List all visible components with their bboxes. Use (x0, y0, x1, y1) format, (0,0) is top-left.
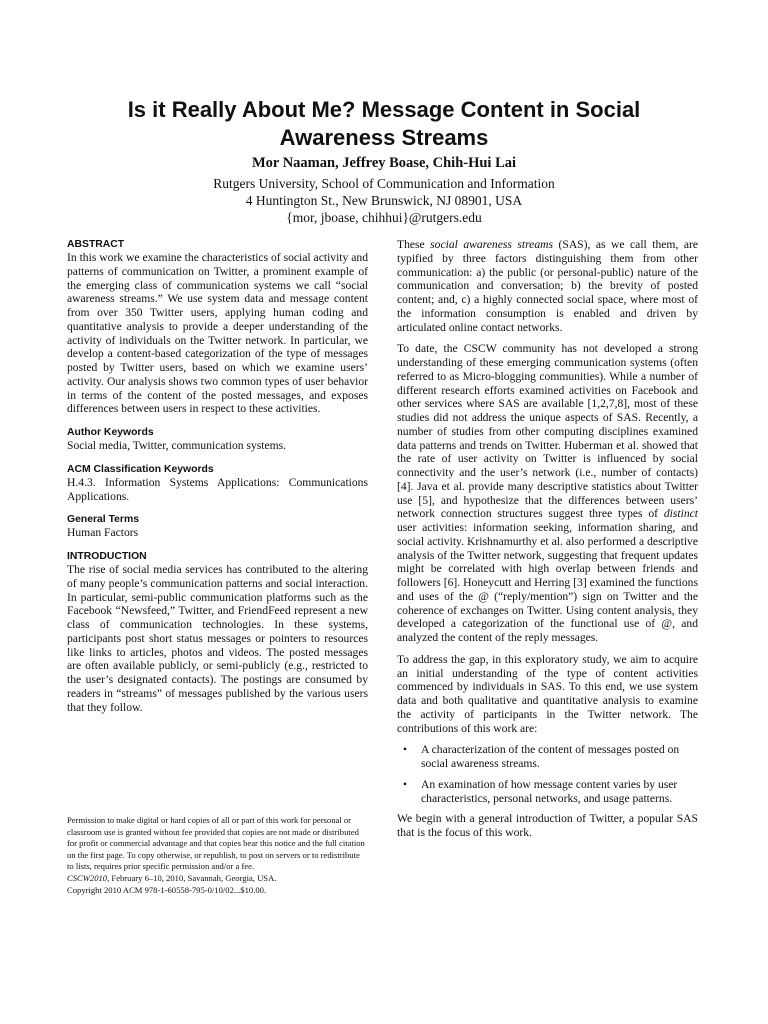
acm-keywords-heading: ACM Classification Keywords (67, 463, 214, 475)
abstract-text: In this work we examine the characteristics of social activity and patterns of communication on Twitter, a prominent example of the emerging class of communication systems we call “social awareness streams.” We use system data and message content from over 350 Twitter users, applying human coding and quantitative analysis to provide a deeper understanding of the activity of individuals on the Twitter network. In particular, we develop a content-based categorization of the type of messages posted by Twitter users, based on which we examine users’ activity. Our analysis shows two common types of user behavior in terms of the content of the posted messages, and exposes differences between users in respect to these activities. (67, 251, 368, 416)
title-line-2: Awareness Streams (279, 125, 489, 150)
bullet-icon: • (403, 777, 408, 791)
sas-paragraph (397, 238, 698, 334)
sas-paragraph-start: These (397, 238, 431, 251)
contribution-text: A characterization of the content of messages posted on social awareness streams. (421, 743, 680, 770)
general-terms-heading: General Terms (67, 514, 139, 526)
address: 4 Huntington St., New Brunswick, NJ 08901, USA (245, 193, 523, 208)
conference-info (67, 873, 368, 885)
paper-title (60, 96, 708, 152)
authors: Mor Naaman, Jeffrey Boase, Chih-Hui Lai (251, 155, 517, 171)
contribution-text: An examination of how message content varies by user characteristics, personal networks, and usage patterns. (421, 777, 678, 805)
acm-keywords-text: H.4.3. Information Systems Applications: Communications Applications. (67, 475, 368, 503)
general-terms-text: Human Factors (67, 526, 139, 540)
related-work-start: To date, the CSCW community has not developed a strong understanding of these emerging communication systems (often referred to as Micro-blogging communities). While a number of different research efforts examined activities on Facebook and other services where SAS are available [1,2,7,8], most of these studies did not address the unique aspects of SAS. Recently, a number of studies from other computing disciplines examined data patterns and trends on Twitter. Huberman et al. showed that the rate of user activity on Twitter is influenced by social connectivity and the user’s network (i.e., number of contacts) [4]. Java et al. provide many descriptive statistics about Twitter use [5], and hypothesize that the differences between users’ network connection structures suggest three types of (397, 342, 698, 521)
distinct-term: distinct (663, 507, 698, 521)
related-work-rest: user activities: information seeking, information sharing, and social activity. Krishnamurthy et al. also performed a descriptive analysis of the Twitter network, suggesting that frequent updates might be correlated with high overlap between friends and followers [6]. Honeycutt and Herring [3] examined the functions and uses of the @ (“reply/mention”) sign on Twitter and the coherence of exchanges on Twitter. Using content analysis, they developed a categorization of the functional use of @, and analyzed the content of the reply messages. (397, 521, 698, 644)
copyright-line: Copyright 2010 ACM 978-1-60558-795-0/10/02...$10.00. (67, 884, 267, 895)
right-column (397, 238, 698, 840)
sas-paragraph-rest: (SAS), as we call them, are typified by three factors distinguishing them from other communication: a) the public (or personal-public) nature of the communication and conversation; b) the brevity of posted content; and, c) a highly connected social space, where most of the information consumption is enabled and driven by articulated online contact networks. (397, 238, 698, 334)
conference-name: CSCW2010, (67, 872, 110, 883)
list-item (397, 743, 698, 771)
permission-text: Permission to make digital or hard copies of all or part of this work for personal or classroom use is granted without fee provided that copies are not made or distributed for profit or commercial advantage and that copies bear this notice and the full citation on the first page. To copy otherwise, or republish, to post on servers or to redistribute to lists, requires prior specific permission and/or a fee. (67, 815, 365, 872)
sas-term: social awareness streams (430, 238, 554, 251)
permission-notice (67, 815, 368, 896)
abstract-heading: ABSTRACT (67, 239, 125, 250)
author-keywords-text: Social media, Twitter, communication systems. (67, 439, 287, 452)
general-terms-section (67, 513, 368, 540)
introduction-heading: INTRODUCTION (67, 551, 147, 562)
title-line-1: Is it Really About Me? Message Content in Social (127, 97, 641, 122)
bullet-icon: • (403, 743, 408, 757)
related-work-paragraph (397, 342, 698, 645)
affiliation: Rutgers University, School of Communication and Information (213, 176, 555, 191)
gap-paragraph: To address the gap, in this exploratory study, we aim to acquire an initial understanding of the type of content activities commenced by individuals in SAS. To this end, we use system data and both qualitative and quantitative analysis to examine the activity of participants in the Twitter network. The contributions of this work are: (397, 652, 698, 735)
author-keywords-heading: Author Keywords (67, 427, 154, 438)
introduction-text: The rise of social media services has contributed to the altering of many people’s communication patterns and social interaction. In particular, semi-public communication platforms such as the Facebook “Newsfeed,” Twitter, and FriendFeed represent a new class of communication technologies. In these systems, participants post short status messages or pointers to resources like links to articles, photos and videos. The posted messages are often available publicly, or semi-publicly (e.g., restricted to the user’s designated contacts). The postings are consumed by readers in “streams” of messages published by the various users that they follow. (67, 563, 368, 714)
left-column (67, 238, 368, 714)
conference-details: February 6–10, 2010, Savannah, Georgia, USA. (109, 872, 277, 883)
closing-paragraph: We begin with a general introduction of Twitter, a popular SAS that is the focus of this work. (397, 812, 698, 839)
introduction-section (67, 550, 368, 714)
email: {mor, jboase, chihhui}@rutgers.edu (286, 210, 482, 225)
abstract-section (67, 238, 368, 416)
contributions-list (397, 743, 698, 805)
acm-keywords-section (67, 463, 368, 504)
author-keywords-section (67, 426, 368, 453)
list-item (397, 778, 698, 806)
